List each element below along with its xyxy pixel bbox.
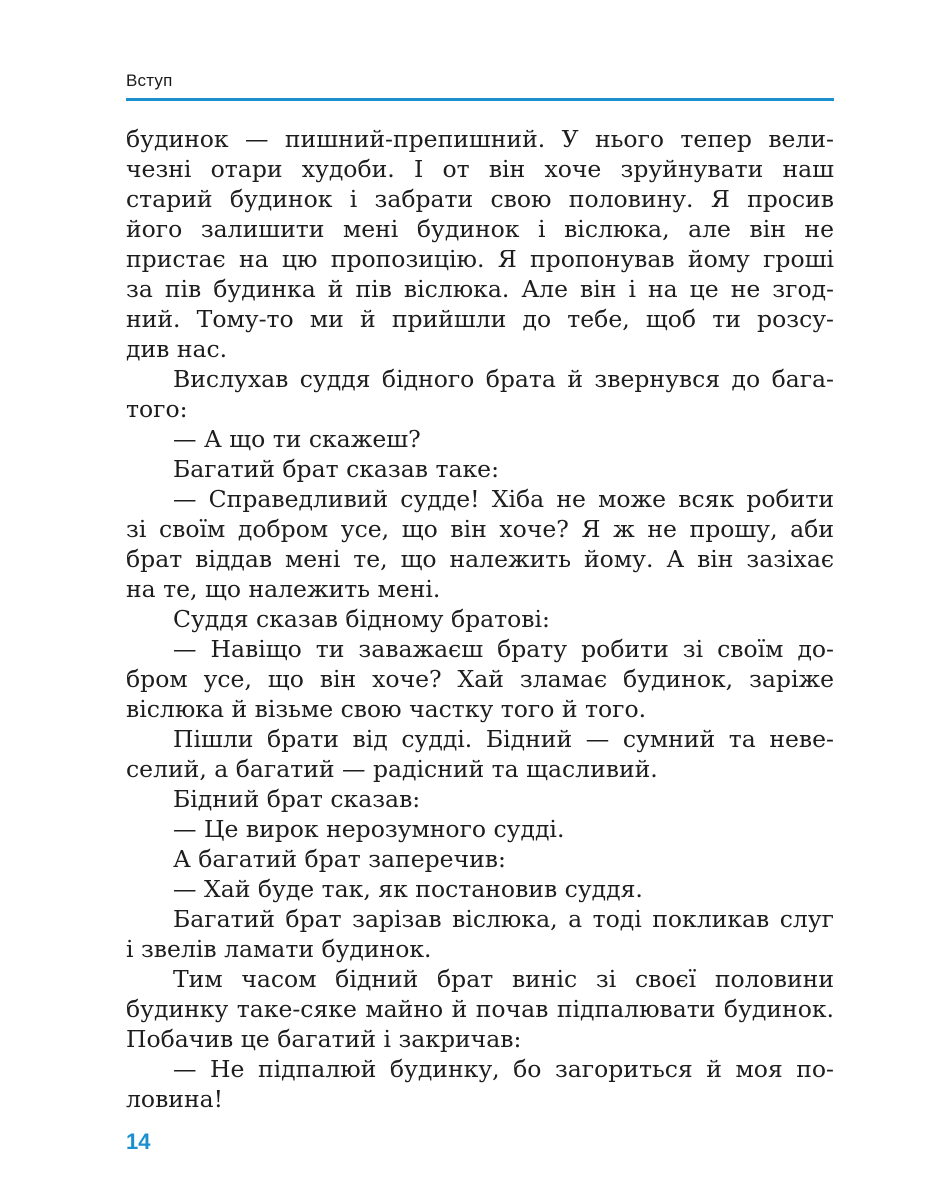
text-line: Багатий брат зарізав віслюка, а тоді покликав слуг	[173, 905, 834, 933]
page-number: 14	[126, 1129, 151, 1154]
text-line: — А що ти скажеш?	[173, 425, 421, 453]
text-line: ний. Тому-то ми й прийшли до тебе, щоб ти розсу-	[126, 305, 834, 333]
text-line: А багатий брат заперечив:	[173, 845, 506, 873]
text-line: Побачив це багатий і закричав:	[126, 1025, 522, 1053]
text-line: брат віддав мені те, що належить йому. А він зазіхає	[126, 545, 834, 573]
text-line: Тим часом бідний брат виніс зі своєї половини	[173, 965, 834, 993]
text-line: — Хай буде так, як постановив суддя.	[173, 875, 643, 903]
body-text	[126, 124, 834, 1114]
text-line: за пів будинка й пів віслюка. Але він і на це не згод-	[126, 275, 834, 303]
text-line: Багатий брат сказав таке:	[173, 455, 499, 483]
text-line: Бідний брат сказав:	[173, 785, 421, 813]
text-line: зі своїм добром усе, що він хоче? Я ж не прошу, аби	[126, 515, 834, 543]
text-line: чезні отари худоби. І от він хоче зруйнувати наш	[126, 155, 834, 183]
text-line: Пішли брати від судді. Бідний — сумний та неве-	[173, 725, 834, 753]
text-line: його залишити мені будинок і віслюка, але він не	[126, 215, 834, 243]
text-line: і звелів ламати будинок.	[126, 935, 432, 963]
text-line: — Навіщо ти заважаєш брату робити зі своїм до-	[173, 635, 834, 663]
text-line: — Справедливий судде! Хіба не може всяк робити	[173, 485, 834, 513]
text-line: будинку таке-сяке майно й почав підпалювати будинок.	[126, 995, 834, 1023]
running-head: Вступ	[126, 71, 173, 90]
text-line: Вислухав суддя бідного брата й звернувся до бага-	[173, 365, 834, 393]
text-line: пристає на цю пропозицію. Я пропонував йому гроші	[126, 245, 834, 273]
text-line: бром усе, що він хоче? Хай зламає будинок, заріже	[126, 665, 834, 693]
text-line: віслюка й візьме свою частку того й того.	[126, 695, 647, 723]
text-line: того:	[126, 395, 188, 423]
text-line: — Не підпалюй будинку, бо загориться й моя по-	[173, 1055, 834, 1083]
text-line: на те, що належить мені.	[126, 575, 441, 603]
header-rule	[126, 98, 834, 101]
text-line: ловина!	[126, 1085, 224, 1113]
text-line: будинок — пишний-препишний. У нього тепер вели-	[126, 125, 834, 153]
text-line: старий будинок і забрати свою половину. Я просив	[126, 185, 834, 213]
text-line: див нас.	[126, 335, 228, 363]
text-line: Суддя сказав бідному братові:	[173, 605, 550, 633]
text-line: селий, а багатий — радісний та щасливий.	[126, 755, 658, 783]
text-line: — Це вирок нерозумного судді.	[173, 815, 565, 843]
